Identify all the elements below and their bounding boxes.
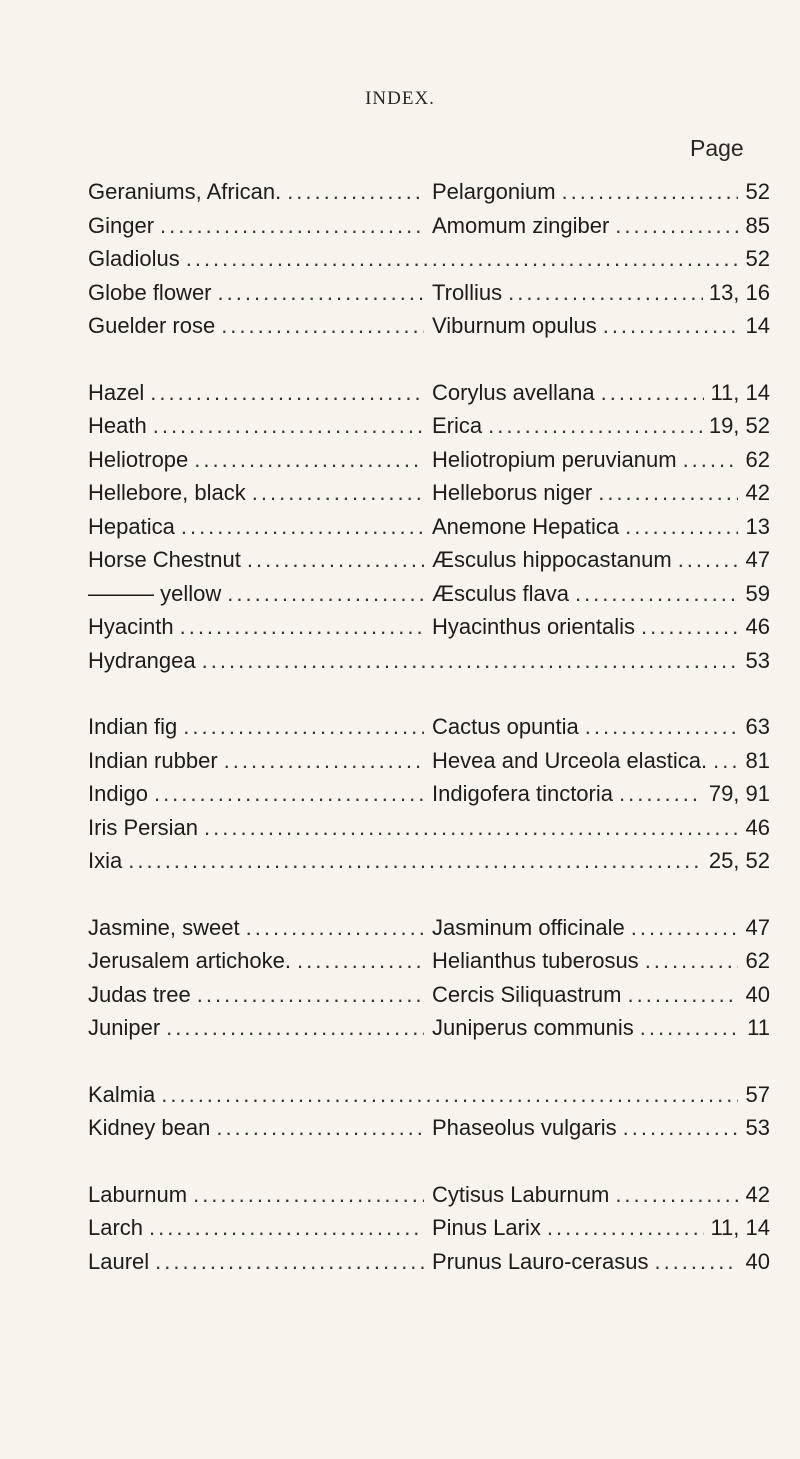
common-name: Judas tree — [88, 978, 197, 1012]
botanical-name: Hyacinthus orientalis — [432, 610, 641, 644]
dot-leader — [598, 476, 738, 510]
dot-leader — [197, 978, 424, 1012]
common-name: Kalmia — [88, 1078, 161, 1112]
index-entry — [0, 1245, 800, 1279]
page-numbers: 40 — [740, 1245, 770, 1279]
common-name: Horse Chestnut — [88, 543, 247, 577]
index-entry — [0, 409, 800, 443]
page-numbers: 59 — [740, 577, 770, 611]
common-name: Kidney bean — [88, 1111, 216, 1145]
common-name: Ixia — [88, 844, 128, 878]
botanical-name: Juniperus communis — [432, 1011, 640, 1045]
botanical-name: Helleborus niger — [432, 476, 598, 510]
index-entry — [0, 1211, 800, 1245]
common-name: Guelder rose — [88, 309, 221, 343]
dot-leader — [149, 1211, 424, 1245]
page-numbers: 14 — [740, 309, 770, 343]
dot-leader — [585, 710, 738, 744]
common-name: Laburnum — [88, 1178, 193, 1212]
common-name: ——— yellow — [88, 577, 227, 611]
page-numbers: 62 — [740, 944, 770, 978]
dot-leader — [603, 309, 738, 343]
dot-leader — [128, 844, 738, 878]
dot-leader — [488, 409, 738, 443]
dot-leader — [287, 175, 424, 209]
index-entry — [0, 209, 800, 243]
index-entry — [0, 811, 800, 845]
common-name: Indian fig — [88, 710, 183, 744]
common-name: Geraniums, African. — [88, 175, 287, 209]
index-entry — [0, 376, 800, 410]
index-entry — [0, 543, 800, 577]
common-name: Indigo — [88, 777, 154, 811]
page-numbers: 42 — [740, 1178, 770, 1212]
dot-leader — [183, 710, 424, 744]
index-entry — [0, 777, 800, 811]
page-numbers: 11, 14 — [704, 376, 770, 410]
dot-leader — [204, 811, 738, 845]
common-name: Gladiolus — [88, 242, 186, 276]
index-entry — [0, 510, 800, 544]
page-numbers: 79, 91 — [703, 777, 770, 811]
index-entry — [0, 610, 800, 644]
common-name: Jerusalem artichoke. — [88, 944, 297, 978]
dot-leader — [180, 610, 424, 644]
dot-leader — [297, 944, 424, 978]
botanical-name: Trollius — [432, 276, 508, 310]
index-entry — [0, 978, 800, 1012]
index-entry — [0, 744, 800, 778]
dot-leader — [562, 175, 738, 209]
dot-leader — [246, 911, 424, 945]
dot-leader — [166, 1011, 424, 1045]
dot-leader — [160, 209, 424, 243]
common-name: Globe flower — [88, 276, 218, 310]
index-entry — [0, 309, 800, 343]
page-column-label: Page — [690, 135, 744, 161]
dot-leader — [193, 1178, 424, 1212]
index-entry — [0, 1178, 800, 1212]
common-name: Larch — [88, 1211, 149, 1245]
common-name: Jasmine, sweet — [88, 911, 246, 945]
common-name: Hydrangea — [88, 644, 202, 678]
page-numbers: 52 — [740, 175, 770, 209]
common-name: Ginger — [88, 209, 160, 243]
index-entry — [0, 1111, 800, 1145]
botanical-name: Viburnum opulus — [432, 309, 603, 343]
dot-leader — [221, 309, 424, 343]
dot-leader — [645, 944, 738, 978]
dot-leader — [161, 1078, 738, 1112]
index-entry — [0, 175, 800, 209]
page-numbers: 63 — [740, 710, 770, 744]
page-numbers: 47 — [740, 911, 770, 945]
page-numbers: 46 — [740, 610, 770, 644]
botanical-name: Jasminum officinale — [432, 911, 631, 945]
common-name: Hyacinth — [88, 610, 180, 644]
page-numbers: 19, 52 — [703, 409, 770, 443]
index-entry — [0, 1011, 800, 1045]
page-numbers: 11, 14 — [704, 1211, 770, 1245]
botanical-name: Pinus Larix — [432, 1211, 547, 1245]
page-numbers: 47 — [740, 543, 770, 577]
botanical-name: Cercis Siliquastrum — [432, 978, 628, 1012]
page-numbers: 42 — [740, 476, 770, 510]
botanical-name: Heliotropium peruvianum — [432, 443, 683, 477]
dot-leader — [631, 911, 738, 945]
index-entry — [0, 443, 800, 477]
index-entry — [0, 242, 800, 276]
page-header: INDEX. — [365, 88, 435, 109]
index-entry — [0, 1078, 800, 1112]
botanical-name: Amomum zingiber — [432, 209, 615, 243]
page-numbers: 53 — [740, 644, 770, 678]
dot-leader — [640, 1011, 738, 1045]
dot-leader — [641, 610, 738, 644]
dot-leader — [678, 543, 738, 577]
dot-leader — [615, 209, 738, 243]
common-name: Hepatica — [88, 510, 181, 544]
page-numbers: 62 — [740, 443, 770, 477]
page-numbers: 46 — [740, 811, 770, 845]
index-entry — [0, 710, 800, 744]
dot-leader — [713, 744, 738, 778]
page-numbers: 57 — [740, 1078, 770, 1112]
page-numbers: 11 — [741, 1011, 770, 1045]
botanical-name: Æsculus flava — [432, 577, 575, 611]
common-name: Heath — [88, 409, 153, 443]
botanical-name: Helianthus tuberosus — [432, 944, 645, 978]
dot-leader — [625, 510, 738, 544]
dot-leader — [186, 242, 738, 276]
common-name: Iris Persian — [88, 811, 204, 845]
page-numbers: 85 — [740, 209, 770, 243]
dot-leader — [194, 443, 424, 477]
dot-leader — [227, 577, 424, 611]
botanical-name: Erica — [432, 409, 488, 443]
dot-leader — [654, 1245, 738, 1279]
botanical-name: Pelargonium — [432, 175, 562, 209]
index-entry — [0, 944, 800, 978]
dot-leader — [623, 1111, 738, 1145]
index-entry — [0, 644, 800, 678]
page-numbers: 25, 52 — [703, 844, 770, 878]
index-group-h — [0, 376, 800, 678]
index-group-i — [0, 710, 800, 878]
common-name: Hellebore, black — [88, 476, 252, 510]
dot-leader — [216, 1111, 424, 1145]
common-name: Indian rubber — [88, 744, 224, 778]
index-group-l — [0, 1178, 800, 1279]
index-entry — [0, 276, 800, 310]
index-group-k — [0, 1078, 800, 1145]
common-name: Hazel — [88, 376, 150, 410]
botanical-name: Cytisus Laburnum — [432, 1178, 615, 1212]
page-numbers: 81 — [740, 744, 770, 778]
page-numbers: 13, 16 — [703, 276, 770, 310]
dot-leader — [181, 510, 424, 544]
page-numbers: 52 — [740, 242, 770, 276]
dot-leader — [153, 409, 424, 443]
index-group-g — [0, 175, 800, 343]
page-numbers: 40 — [740, 978, 770, 1012]
page-numbers: 13 — [740, 510, 770, 544]
botanical-name: Æsculus hippocastanum — [432, 543, 678, 577]
dot-leader — [218, 276, 424, 310]
index-list — [0, 175, 800, 1311]
botanical-name: Corylus avellana — [432, 376, 601, 410]
dot-leader — [155, 1245, 424, 1279]
dot-leader — [252, 476, 424, 510]
common-name: Laurel — [88, 1245, 155, 1279]
index-entry — [0, 577, 800, 611]
common-name: Heliotrope — [88, 443, 194, 477]
botanical-name: Anemone Hepatica — [432, 510, 625, 544]
dot-leader — [683, 443, 738, 477]
dot-leader — [154, 777, 424, 811]
dot-leader — [224, 744, 424, 778]
dot-leader — [202, 644, 738, 678]
dot-leader — [150, 376, 424, 410]
index-group-j — [0, 911, 800, 1045]
botanical-name: Phaseolus vulgaris — [432, 1111, 623, 1145]
botanical-name: Indigofera tinctoria — [432, 777, 619, 811]
index-entry — [0, 844, 800, 878]
dot-leader — [575, 577, 738, 611]
index-entry — [0, 911, 800, 945]
dot-leader — [247, 543, 424, 577]
index-entry — [0, 476, 800, 510]
botanical-name: Prunus Lauro-cerasus — [432, 1245, 654, 1279]
botanical-name: Hevea and Urceola elastica. — [432, 744, 713, 778]
dot-leader — [628, 978, 739, 1012]
page-numbers: 53 — [740, 1111, 770, 1145]
common-name: Juniper — [88, 1011, 166, 1045]
botanical-name: Cactus opuntia — [432, 710, 585, 744]
dot-leader — [615, 1178, 738, 1212]
